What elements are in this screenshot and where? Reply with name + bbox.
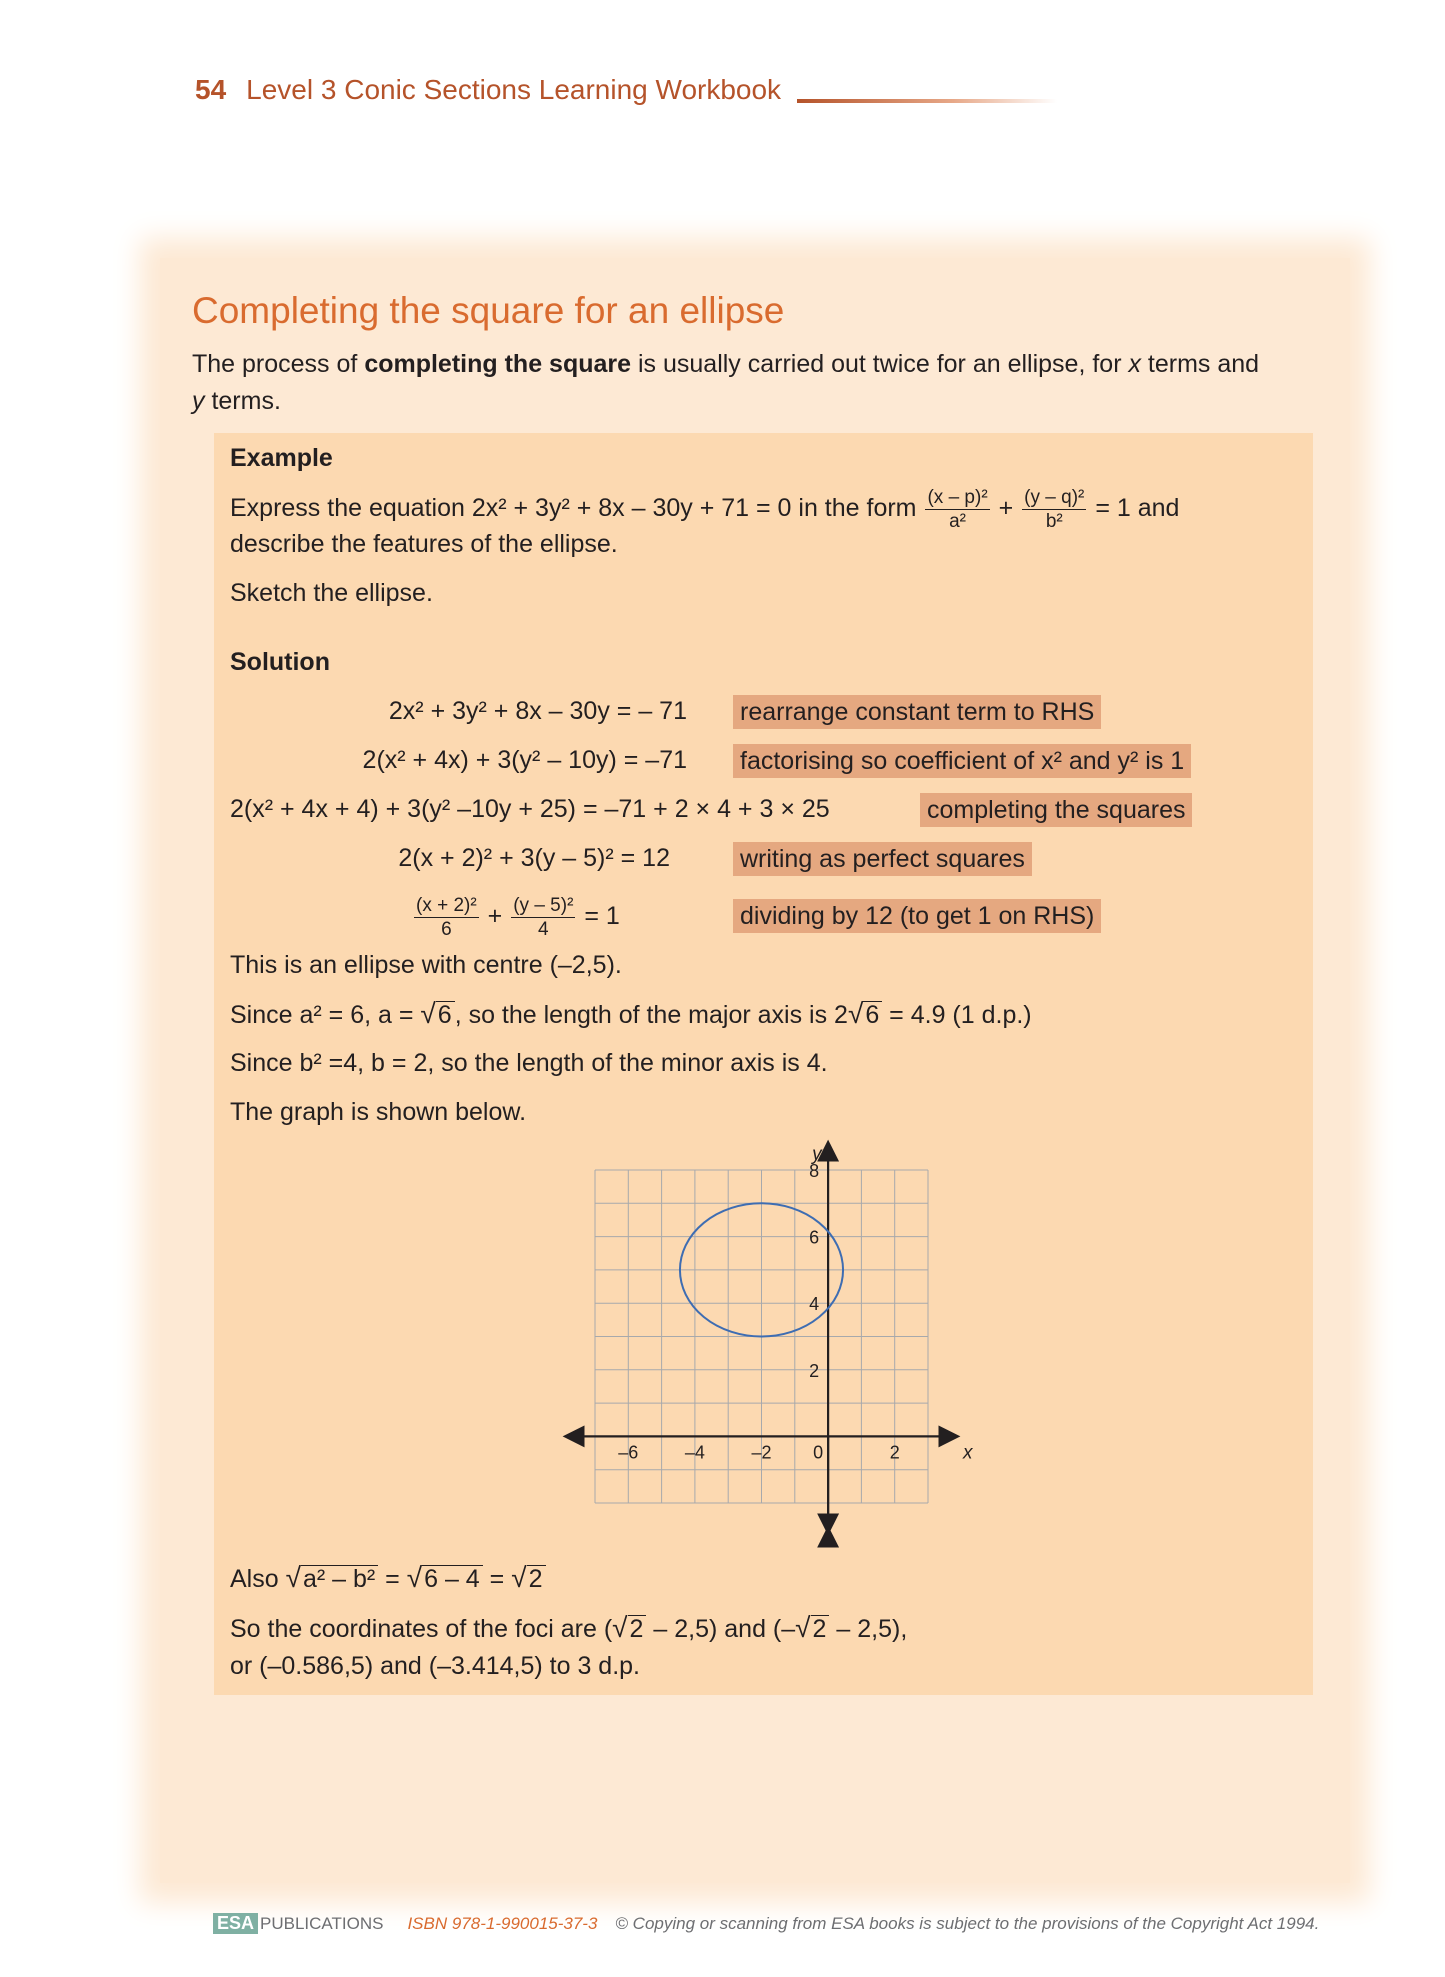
plus-sign: + [487,902,503,930]
y-tick-label: 4 [809,1294,820,1315]
statement-text: So the coordinates of the foci are ( [230,1615,613,1643]
foci-statement [230,1612,907,1645]
y-tick-label: 8 [809,1161,820,1181]
question-text: Express the equation 2x² + 3y² + 8x – 30y + 71 = 0 in the form [230,494,917,522]
example-question-line3: Sketch the ellipse. [230,579,433,607]
solution-step-2: 2(x² + 4x) + 3(y² – 10y) = –71 [362,746,687,774]
statement-text: – 2,5) and (– [646,1615,796,1643]
intro-keyword: completing the square [364,350,632,378]
statement-text: Since a² = 6, a = [230,1001,421,1029]
major-axis-statement [230,998,1032,1031]
book-title: Level 3 Conic Sections Learning Workbook [246,74,782,105]
radical-sign: √ [420,998,436,1029]
statement-text: , so the length of the major axis is 2 [454,1001,848,1029]
radicand: a² – b² [301,1565,378,1592]
also-statement [230,1562,546,1595]
footer [213,1913,1319,1934]
statement-text: = 4.9 (1 d.p.) [882,1001,1032,1029]
intro-text: terms. [204,387,281,415]
fraction-numerator: (y – 5)² [513,894,574,916]
intro-var-y: y [192,387,205,415]
y-axis-label: y [812,1144,822,1165]
x-tick-label: –4 [684,1442,705,1463]
isbn: ISBN 978-1-990015-37-3 [407,1914,598,1933]
fraction-denominator: a² [949,510,967,532]
radicand: 6 [436,1001,455,1028]
example-heading: Example [230,444,333,472]
solution-step-3: 2(x² + 4x + 4) + 3(y² –10y + 25) = –71 + 2 × 4 + 3 × 25 [230,795,830,823]
step-note-4: writing as perfect squares [733,842,1032,876]
y-tick-label: 2 [809,1360,820,1381]
fraction [511,894,575,941]
solution-step-5 [412,884,620,948]
step-note-3: completing the squares [920,793,1192,827]
example-question-line2: describe the features of the ellipse. [230,530,618,558]
radical-sign: √ [612,1612,628,1643]
fraction-denominator: 6 [441,918,452,940]
statement-text: – 2,5), [829,1615,908,1643]
intro-var-x: x [1128,350,1141,378]
statement-text: = [482,1565,512,1593]
intro-text: The process of [192,350,365,378]
radical-sign: √ [285,1562,301,1593]
esa-logo: ESA [213,1913,258,1934]
step-note-1: rearrange constant term to RHS [733,695,1101,729]
statement-text: = [378,1565,407,1593]
fraction-numerator: (y – q)² [1024,486,1085,508]
graph-intro: The graph is shown below. [230,1098,527,1126]
step-note-5: dividing by 12 (to get 1 on RHS) [733,899,1101,933]
x-axis-label: x [963,1442,973,1464]
question-text: = 1 and [1095,494,1180,522]
step-note-2: factorising so coefficient of x² and y² is 1 [733,744,1191,778]
section-title: Completing the square for an ellipse [192,290,785,331]
solution-heading: Solution [230,648,330,676]
y-tick-label: 6 [809,1227,820,1248]
foci-decimal: or (–0.586,5) and (–3.414,5) to 3 d.p. [230,1652,640,1680]
radicand: 6 [863,1001,882,1028]
radicand: 2 [811,1615,830,1642]
publisher-name: PUBLICATIONS [260,1914,384,1933]
solution-step-4: 2(x + 2)² + 3(y – 5)² = 12 [398,844,670,872]
fraction [1022,486,1086,533]
x-tick-label: –2 [751,1442,772,1463]
fraction-denominator: 4 [538,918,549,940]
x-tick-label: –6 [618,1442,639,1463]
radical-sign: √ [406,1562,423,1593]
radical-sign: √ [847,998,864,1029]
plus-sign: + [998,494,1014,522]
fraction-numerator: (x + 2)² [416,894,477,916]
radical-sign: √ [795,1612,811,1643]
header-rule [797,99,1057,103]
page-number: 54 [195,74,227,105]
statement-text: Also [230,1565,286,1593]
x-tick-label: 2 [889,1442,900,1463]
radicand: 2 [628,1615,647,1642]
intro-text: is usually carried out twice for an ellipse, for [631,350,1129,378]
fraction-denominator: b² [1045,510,1063,532]
radicand: 2 [527,1565,546,1592]
radicand: 6 – 4 [422,1565,483,1592]
centre-statement: This is an ellipse with centre (–2,5). [230,951,622,979]
minor-axis-statement: Since b² =4, b = 2, so the length of the minor axis is 4. [230,1049,828,1077]
intro-text: terms and [1140,350,1260,378]
fraction [414,894,479,941]
fraction-numerator: (x – p)² [927,486,988,508]
solution-step-1: 2x² + 3y² + 8x – 30y = – 71 [388,697,687,725]
equation-rhs: = 1 [584,902,620,930]
fraction [925,486,989,533]
radical-sign: √ [511,1562,527,1593]
running-header [195,74,781,106]
copyright-notice: © Copying or scanning from ESA books is subject to the provisions of the Copyright Act 1994. [615,1914,1320,1933]
x-tick-label: 0 [813,1442,824,1463]
intro-paragraph [192,346,1312,420]
ellipse-graph [560,1130,980,1550]
